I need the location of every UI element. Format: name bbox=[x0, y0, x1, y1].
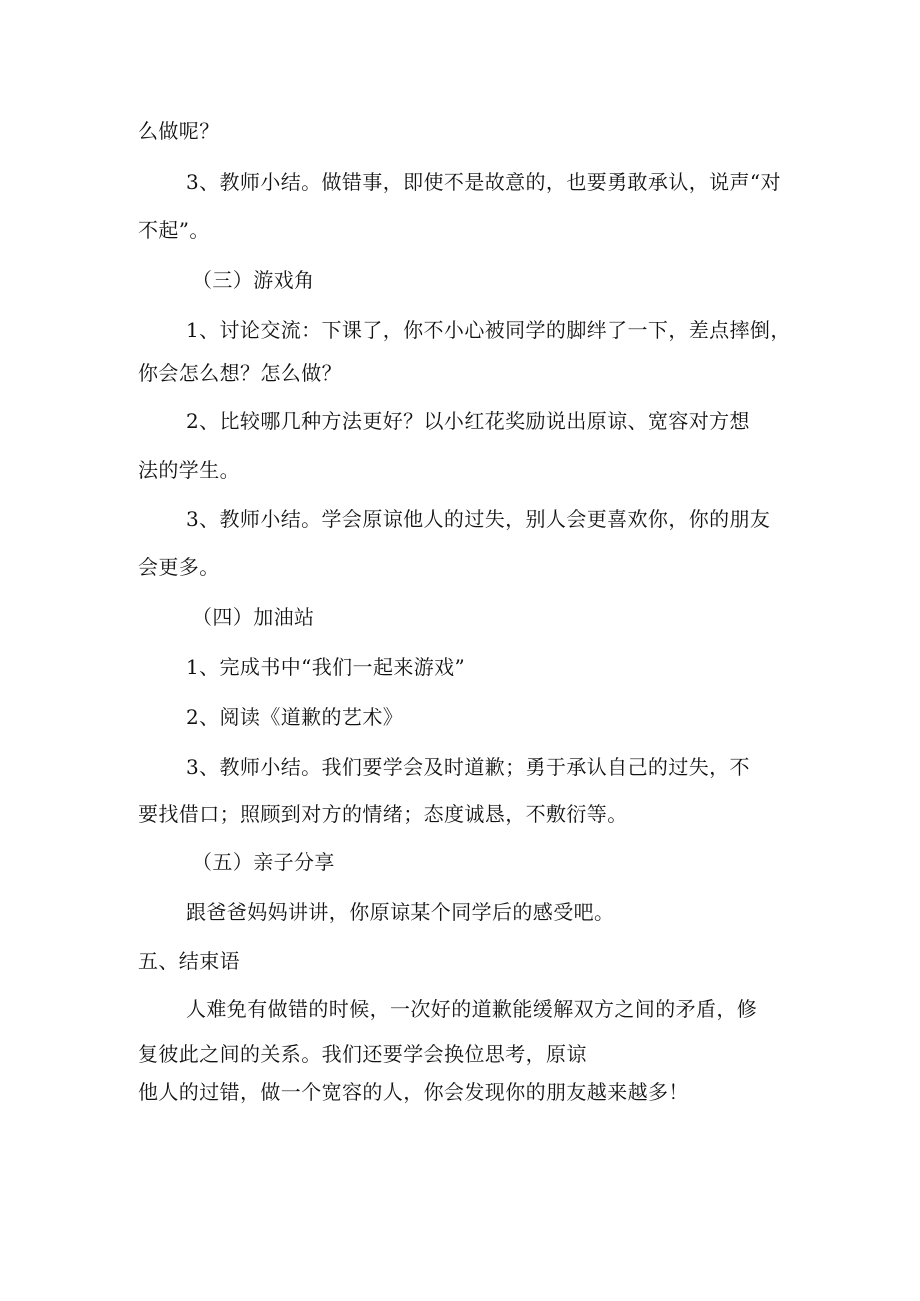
text-line: 复彼此之间的关系。我们还要学会换位思考，原谅 bbox=[138, 1042, 587, 1066]
text-line: 么做呢？ bbox=[138, 119, 220, 143]
text-line: 会更多。 bbox=[138, 555, 220, 579]
text-line: 要找借口；照顾到对方的情绪；态度诚恳，不敷衍等。 bbox=[138, 802, 628, 826]
text-line: 法的学生。 bbox=[138, 458, 240, 482]
text-line: 1、讨论交流：下课了，你不小心被同学的脚绊了一下，差点摔倒， bbox=[186, 318, 791, 342]
text-line: 跟爸爸妈妈讲讲，你原谅某个同学后的感受吧。 bbox=[186, 900, 615, 924]
section-heading: 五、结束语 bbox=[138, 949, 240, 973]
text-line: 不起”。 bbox=[138, 218, 210, 242]
section-heading: （五）亲子分享 bbox=[192, 850, 335, 874]
text-line: 你会怎么想？怎么做？ bbox=[138, 361, 342, 385]
text-line: 1、完成书中“我们一起来游戏” bbox=[186, 655, 466, 679]
text-line: 2、阅读《道歉的艺术》 bbox=[186, 705, 404, 729]
text-line: 3、教师小结。学会原谅他人的过失，别人会更喜欢你，你的朋友 bbox=[186, 507, 771, 531]
text-line: 2、比较哪几种方法更好？以小红花奖励说出原谅、宽容对方想 bbox=[186, 409, 750, 433]
text-line: 他人的过错，做一个宽容的人，你会发现你的朋友越来越多！ bbox=[138, 1080, 689, 1104]
text-line: 人难免有做错的时候，一次好的道歉能缓解双方之间的矛盾，修 bbox=[186, 997, 758, 1021]
section-heading: （三）游戏角 bbox=[192, 268, 315, 292]
text-line: 3、教师小结。做错事，即使不是故意的，也要勇敢承认，说声“对 bbox=[186, 170, 781, 194]
section-heading: （四）加油站 bbox=[192, 605, 315, 629]
text-line: 3、教师小结。我们要学会及时道歉；勇于承认自己的过失，不 bbox=[186, 755, 750, 779]
